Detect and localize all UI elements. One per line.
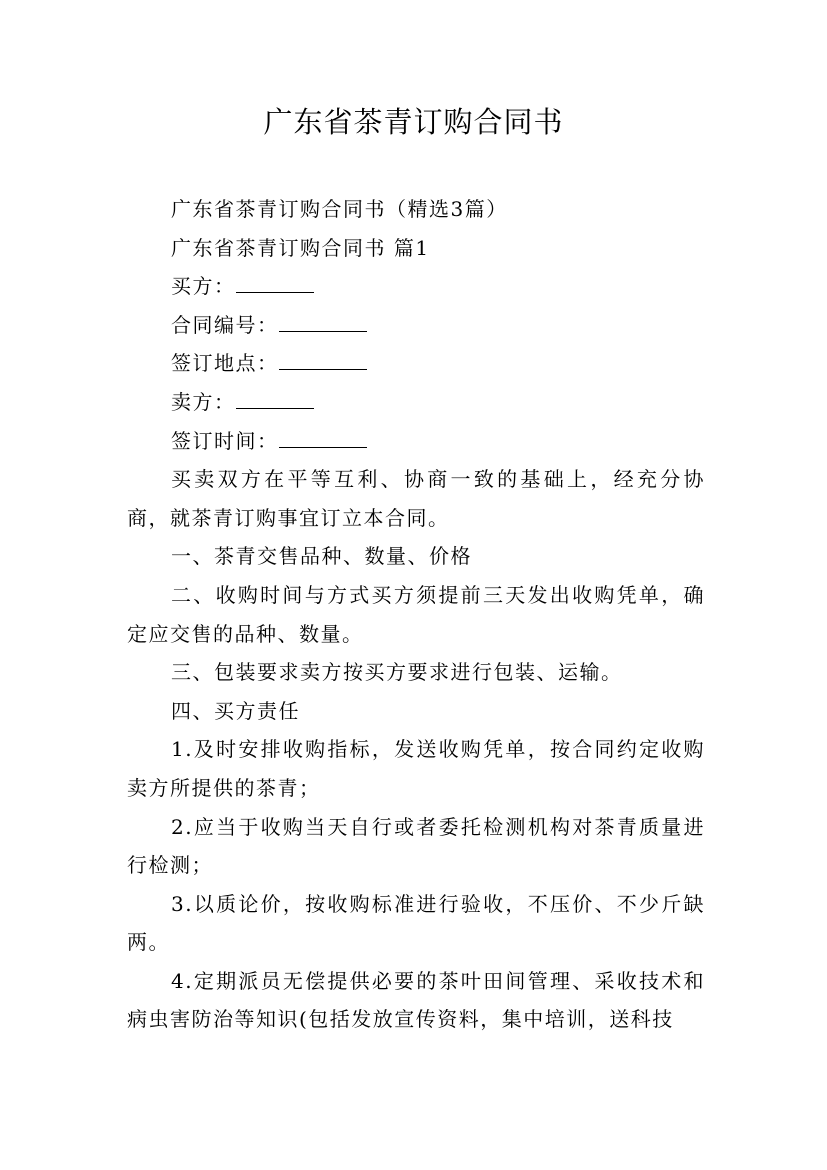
preamble-paragraph: 买卖双方在平等互利、协商一致的基础上，经充分协商，就茶青订购事宜订立本合同。 bbox=[127, 467, 705, 530]
buyer-field bbox=[127, 267, 705, 306]
buyer-duty-1: 1.及时安排收购指标，发送收购凭单，按合同约定收购卖方所提供的茶青； bbox=[127, 737, 705, 800]
contract-number-field bbox=[127, 306, 705, 345]
buyer-duty-2: 2.应当于收购当天自行或者委托检测机构对茶青质量进行检测； bbox=[127, 814, 705, 878]
seller-field bbox=[127, 383, 705, 422]
heading-selected-editions: 广东省茶青订购合同书（精选3篇） bbox=[171, 197, 508, 221]
section-3-paragraph: 三、包装要求卖方按买方要求进行包装、运输。 bbox=[171, 660, 623, 685]
buyer-blank-line bbox=[236, 270, 314, 293]
seller-label: 卖方： bbox=[171, 389, 236, 414]
seller-blank-line bbox=[236, 386, 314, 409]
signing-place-field bbox=[127, 344, 705, 383]
contract-number-blank-line bbox=[279, 309, 367, 332]
contract-number-label: 合同编号： bbox=[171, 312, 279, 337]
buyer-duty-4: 4.定期派员无偿提供必要的茶叶田间管理、采收技术和病虫害防治等知识(包括发放宣传资料，集中培训，送科技 bbox=[127, 968, 705, 1032]
signing-time-label: 签订时间： bbox=[171, 428, 279, 453]
signing-place-label: 签订地点： bbox=[171, 351, 279, 376]
section-1-heading: 一、茶青交售品种、数量、价格 bbox=[171, 544, 472, 569]
buyer-duty-3: 3.以质论价，按收购标准进行验收，不压价、不少斤缺两。 bbox=[127, 891, 705, 955]
heading-part-1: 广东省茶青订购合同书 篇1 bbox=[171, 235, 430, 260]
signing-time-blank-line bbox=[279, 425, 367, 448]
signing-time-field bbox=[127, 422, 705, 461]
signing-place-blank-line bbox=[279, 347, 367, 370]
buyer-label: 买方： bbox=[171, 274, 236, 299]
section-2-paragraph: 二、收购时间与方式买方须提前三天发出收购凭单，确定应交售的品种、数量。 bbox=[127, 582, 705, 646]
document-body bbox=[127, 190, 705, 1039]
section-4-heading: 四、买方责任 bbox=[171, 698, 300, 723]
document-title: 广东省茶青订购合同书 bbox=[263, 105, 564, 139]
